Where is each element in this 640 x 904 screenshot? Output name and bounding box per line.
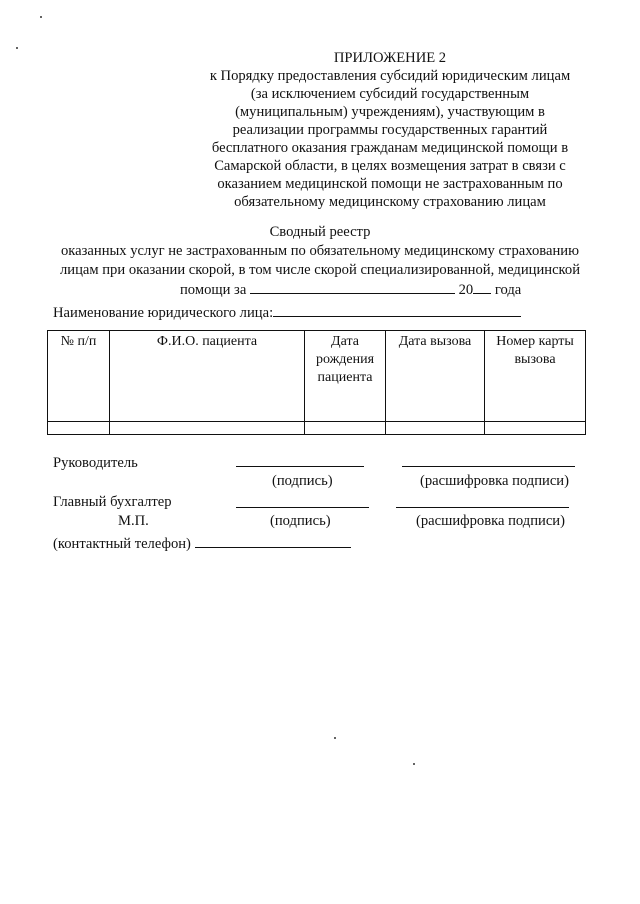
legal-entity-line	[53, 302, 521, 322]
table-cell[interactable]	[386, 422, 485, 435]
period-suffix: года	[494, 282, 522, 298]
year-blank[interactable]	[473, 279, 491, 294]
appendix-title: ПРИЛОЖЕНИЕ 2	[333, 50, 447, 66]
appendix-line: Самарской области, в целях возмещения затрат в связи с	[214, 158, 566, 174]
register-title: Сводный реестр	[269, 224, 371, 240]
stamp-label: М.П.	[118, 513, 149, 529]
scan-speck	[334, 737, 336, 739]
table-row	[48, 422, 586, 435]
scan-speck	[413, 763, 415, 765]
head-signature-blank[interactable]	[236, 466, 364, 467]
appendix-line: к Порядку предоставления субсидий юридическим лицам	[209, 68, 571, 84]
phone-line	[53, 533, 351, 553]
register-heading	[0, 223, 640, 280]
head-decryption-blank[interactable]	[402, 466, 575, 467]
period-prefix: помощи за	[180, 282, 247, 298]
table-cell[interactable]	[110, 422, 305, 435]
legal-entity-blank[interactable]	[273, 302, 521, 317]
column-header: Дата рождения пациента	[305, 331, 386, 422]
table-cell[interactable]	[485, 422, 586, 435]
table-cell[interactable]	[48, 422, 110, 435]
accountant-signature-blank[interactable]	[236, 507, 369, 508]
appendix-line: оказанием медицинской помощи не застрахованным по	[217, 176, 563, 192]
scan-speck	[40, 16, 42, 18]
column-header: Ф.И.О. пациента	[110, 331, 305, 422]
legal-entity-label: Наименование юридического лица:	[53, 305, 274, 321]
period-blank[interactable]	[250, 279, 455, 294]
head-decryption-caption: (расшифровка подписи)	[420, 473, 569, 489]
table-cell[interactable]	[305, 422, 386, 435]
period-year-prefix: 20	[458, 282, 474, 298]
accountant-decryption-caption: (расшифровка подписи)	[416, 513, 565, 529]
appendix-block	[150, 49, 630, 211]
register-line-2: лицам при оказании скорой, в том числе скорой специализированной, медицинской	[59, 262, 581, 278]
column-header: Дата вызова	[386, 331, 485, 422]
appendix-line: (за исключением субсидий государственным	[250, 86, 530, 102]
register-table	[47, 330, 586, 435]
accountant-signature-caption: (подпись)	[270, 513, 331, 529]
period-line	[180, 279, 540, 299]
accountant-decryption-blank[interactable]	[396, 507, 569, 508]
appendix-line: (муниципальным) учреждениям), участвующим в	[235, 104, 545, 120]
appendix-line: реализации программы государственных гарантий	[232, 122, 548, 138]
column-header: № п/п	[48, 331, 110, 422]
table-header-row	[48, 331, 586, 422]
phone-blank[interactable]	[195, 533, 351, 548]
phone-label: (контактный телефон)	[53, 536, 191, 552]
accountant-label: Главный бухгалтер	[53, 494, 172, 510]
head-label: Руководитель	[53, 455, 138, 471]
register-line-1: оказанных услуг не застрахованным по обязательному медицинскому страхованию	[61, 243, 579, 259]
column-header: Номер карты вызова	[485, 331, 586, 422]
appendix-line: обязательному медицинскому страхованию лицам	[234, 194, 546, 210]
scan-speck	[16, 47, 18, 49]
appendix-line: бесплатного оказания гражданам медицинской помощи в	[211, 140, 569, 156]
head-signature-caption: (подпись)	[272, 473, 333, 489]
